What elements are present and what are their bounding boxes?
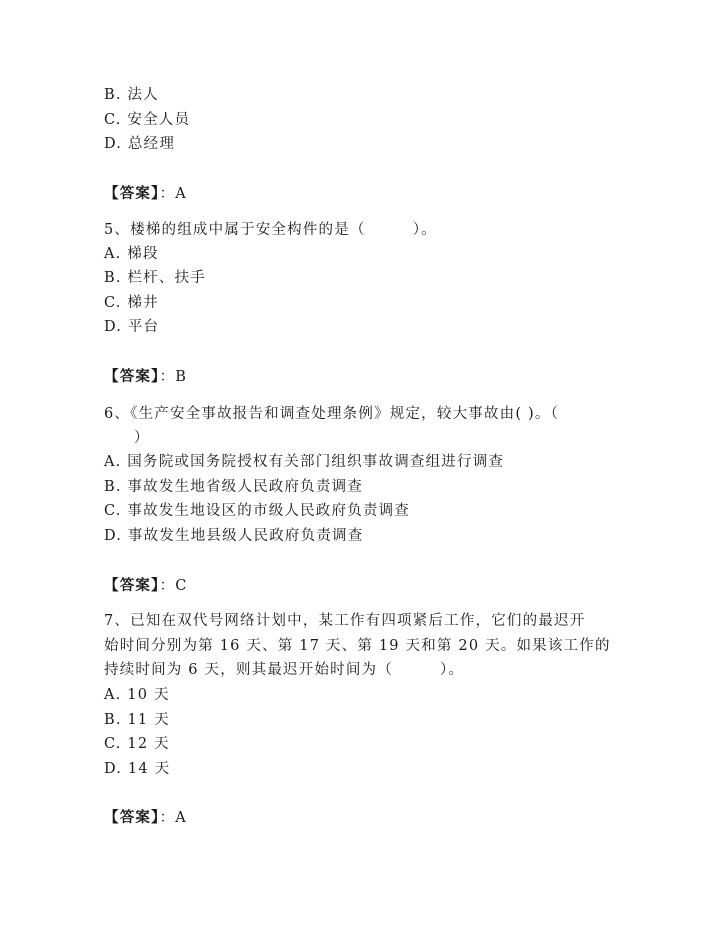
q6-option-c: C. 事故发生地设区的市级人民政府负责调查 — [104, 503, 410, 519]
q4-option-c: C. 安全人员 — [104, 112, 191, 128]
answer-value: C — [175, 578, 188, 594]
answer-value: B — [175, 369, 188, 385]
q5-option-a: A. 梯段 — [104, 246, 159, 262]
q7-option-a: A. 10 天 — [104, 687, 170, 703]
answer-label: 【答案】 — [104, 577, 160, 594]
q6-answer — [104, 576, 188, 596]
answer-sep: ： — [159, 810, 176, 826]
q5-option-d: D. 平台 — [104, 319, 160, 335]
q5-stem: 5、楼梯的组成中属于安全构件的是（ ）。 — [104, 222, 437, 238]
answer-label: 【答案】 — [104, 809, 160, 826]
q6-option-b: B. 事故发生地省级人民政府负责调查 — [104, 479, 363, 495]
q7-option-b: B. 11 天 — [104, 712, 170, 728]
q7-option-c: C. 12 天 — [104, 736, 170, 752]
q4-answer — [104, 184, 187, 204]
q5-option-b: B. 栏杆、扶手 — [104, 270, 206, 286]
q7-stem-line3: 持续时间为 6 天，则其最迟开始时间为（ ）。 — [104, 662, 465, 678]
q7-stem-line1: 7、已知在双代号网络计划中，某工作有四项紧后工作，它们的最迟开 — [104, 613, 586, 629]
q7-answer — [104, 808, 187, 828]
answer-sep: ： — [159, 578, 176, 594]
answer-sep: ： — [159, 369, 176, 385]
answer-sep: ： — [159, 186, 176, 202]
answer-label: 【答案】 — [104, 368, 160, 385]
q4-option-d: D. 总经理 — [104, 136, 176, 152]
q5-answer — [104, 367, 187, 387]
answer-value: A — [175, 810, 187, 826]
answer-value: A — [175, 186, 187, 202]
q6-option-a: A. 国务院或国务院授权有关部门组织事故调查组进行调查 — [104, 454, 505, 470]
q6-option-d: D. 事故发生地县级人民政府负责调查 — [104, 528, 364, 544]
q6-stem-line1: 6、《生产安全事故报告和调查处理条例》规定，较大事故由( )。（ — [104, 406, 560, 422]
answer-label: 【答案】 — [104, 185, 160, 202]
q7-stem-line2: 始时间分别为第 16 天、第 17 天、第 19 天和第 20 天。如果该工作的 — [104, 638, 611, 654]
q4-option-b: B. 法人 — [104, 87, 159, 103]
q6-stem-line2: ） — [134, 430, 150, 446]
q7-option-d: D. 14 天 — [104, 761, 171, 777]
q5-option-c: C. 梯井 — [104, 295, 159, 311]
